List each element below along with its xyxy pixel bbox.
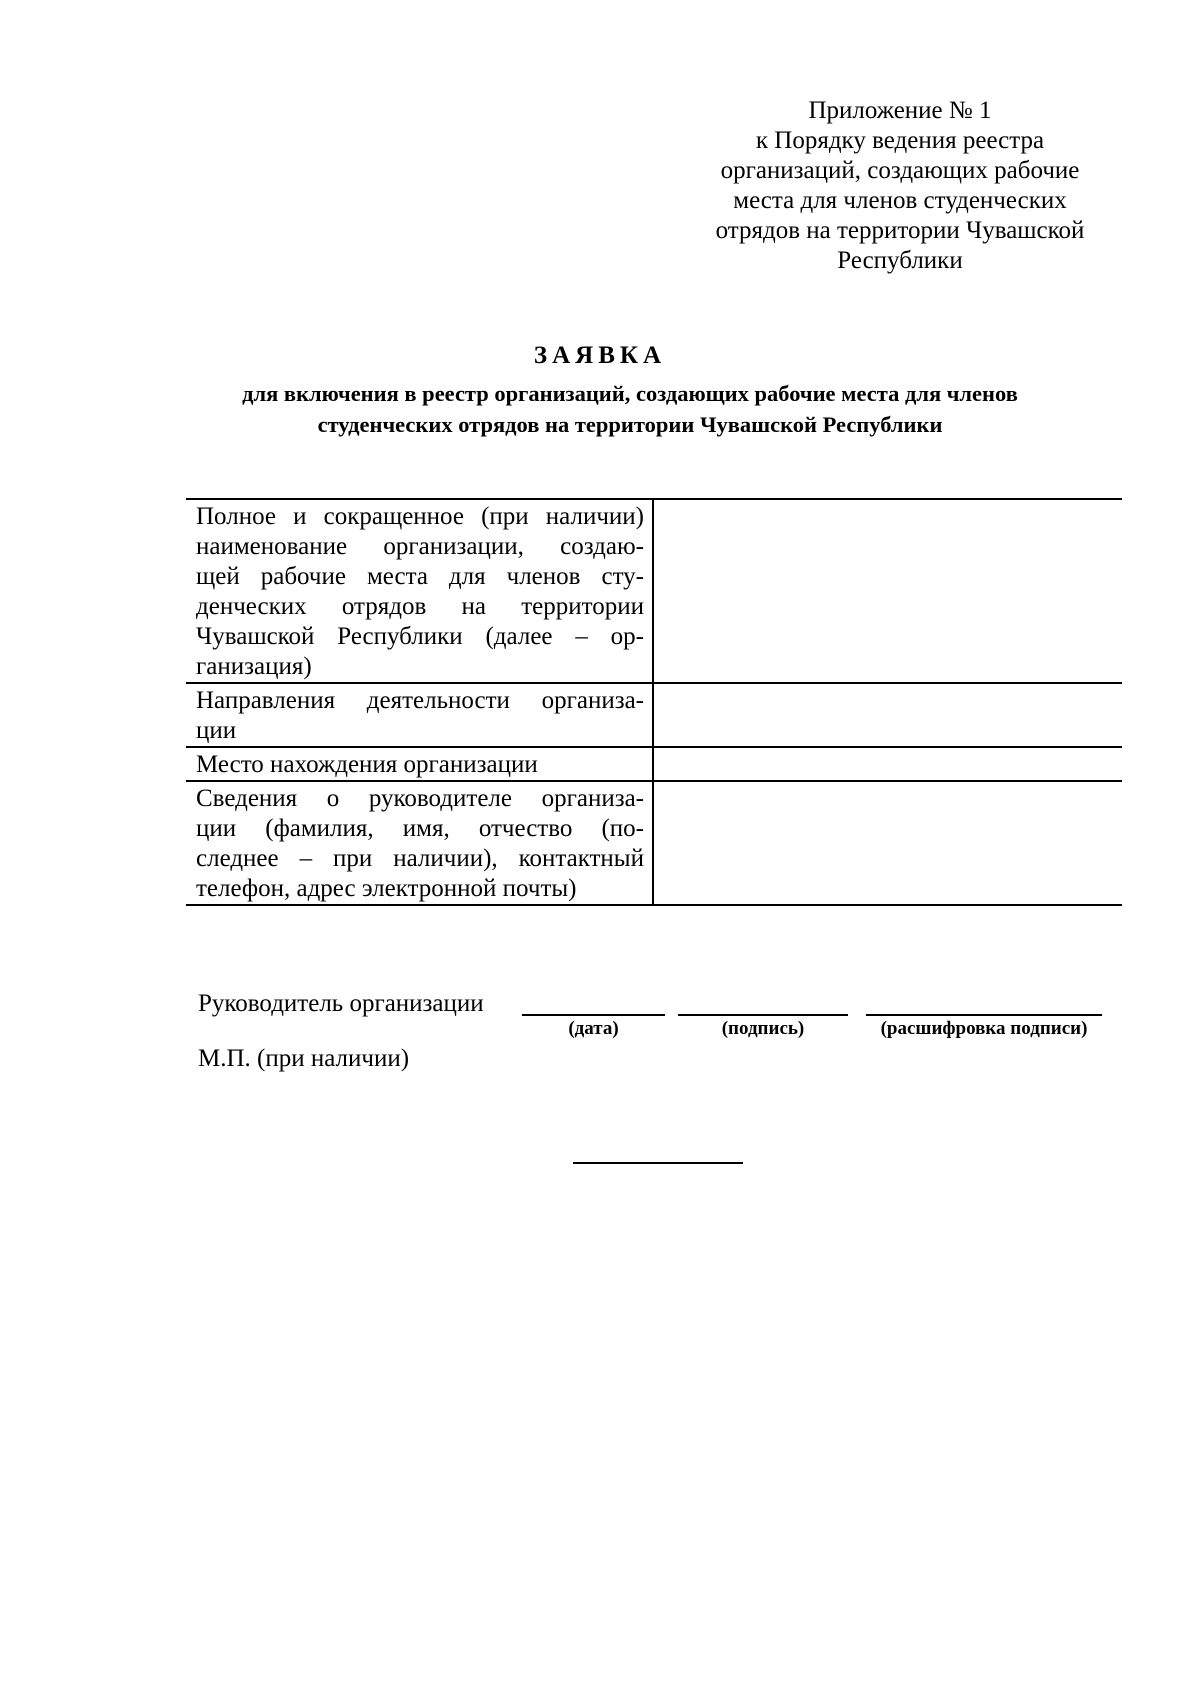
- row-label: [186, 499, 653, 683]
- appendix-line: Республики: [837, 247, 963, 274]
- appendix-line: места для членов студенческих: [733, 187, 1067, 214]
- appendix-line: организаций, создающих рабочие: [720, 157, 1080, 184]
- appendix-line: Приложение № 1: [808, 97, 992, 124]
- label-line: следнее – при наличии), контактный: [196, 845, 644, 872]
- signature-decode-field[interactable]: [866, 1014, 1102, 1016]
- location-value-cell[interactable]: [653, 747, 1122, 781]
- label-line: Полное и сокращенное (при наличии): [196, 503, 644, 530]
- table-row-location: [186, 747, 1122, 781]
- activity-value-cell[interactable]: [653, 683, 1122, 747]
- row-label: [186, 781, 653, 905]
- decode-caption: (расшифровка подписи): [880, 1018, 1088, 1039]
- label-line: ции: [196, 717, 237, 744]
- application-form-table: [186, 498, 1122, 906]
- label-line: Сведения о руководителе организа-: [196, 785, 644, 812]
- label-line: ции (фамилия, имя, отчество (по-: [196, 815, 644, 842]
- label-line: Чувашской Республики (далее – ор-: [196, 623, 644, 650]
- appendix-line: к Порядку ведения реестра: [755, 127, 1045, 154]
- document-title: ЗАЯВКА: [533, 342, 667, 369]
- date-field[interactable]: [522, 1014, 665, 1016]
- subtitle-line: для включения в реестр организаций, создающих рабочие места для членов: [242, 381, 1018, 406]
- label-line: ганизация): [196, 653, 312, 680]
- end-divider: [573, 1162, 743, 1164]
- label-line: Место нахождения организации: [196, 751, 538, 778]
- row-label: [186, 747, 653, 781]
- row-label: [186, 683, 653, 747]
- label-line: телефон, адрес электронной почты): [196, 875, 577, 902]
- appendix-header: [690, 96, 1110, 276]
- label-line: щей рабочие места для членов сту-: [196, 563, 644, 590]
- date-caption: (дата): [568, 1018, 619, 1039]
- table-row-activity: [186, 683, 1122, 747]
- head-info-value-cell[interactable]: [653, 781, 1122, 905]
- label-line: Направления деятельности организа-: [196, 687, 644, 714]
- stamp-note: М.П. (при наличии): [198, 1045, 410, 1072]
- sign-caption: (подпись): [721, 1018, 805, 1039]
- label-line: денческих отрядов на территории: [196, 593, 644, 620]
- org-name-value-cell[interactable]: [653, 499, 1122, 683]
- subtitle-line: студенческих отрядов на территории Чувашской Республики: [317, 412, 943, 437]
- label-line: наименование организации, создаю-: [196, 533, 644, 560]
- table-row-org-name: [186, 499, 1122, 683]
- appendix-line: отрядов на территории Чувашской: [715, 217, 1085, 244]
- document-subtitle: [150, 378, 1110, 440]
- signature-label: Руководитель организации: [198, 990, 484, 1017]
- table-row-head-info: [186, 781, 1122, 905]
- signature-field[interactable]: [678, 1014, 848, 1016]
